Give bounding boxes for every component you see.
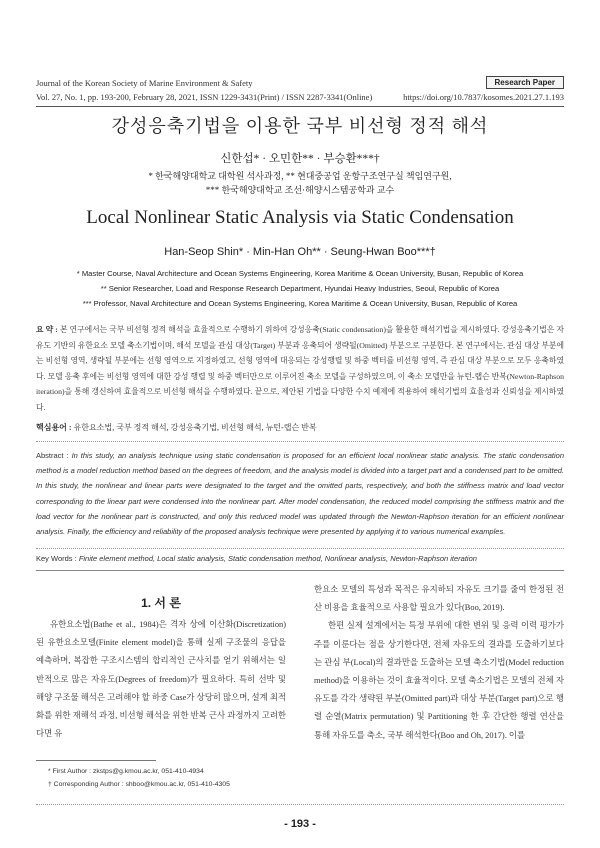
keywords-korean-label: 핵심용어 :: [36, 423, 72, 432]
abstract-korean-label: 요 약 :: [36, 325, 58, 334]
journal-name: Journal of the Korean Society of Marine Environment & Safety: [36, 78, 253, 88]
section-heading: 1. 서 론: [141, 596, 181, 610]
abstract-english: [36, 448, 564, 539]
affiliation-english-3: *** Professor, Naval Architecture and Ocean Systems Engineering, Korea Maritime & Ocean University, Busan, Republic of Korea: [82, 299, 518, 308]
keywords-english-text: Finite element method, Local static analysis, Static condensation method, Nonlinear analysis, Newton-Raphson iteration: [78, 554, 477, 563]
keywords-english: [36, 554, 564, 563]
header-rule: [36, 106, 564, 107]
footer-rule: [36, 804, 564, 805]
abstract-english-text: In this study, an analysis technique using static condensation is proposed for an efficient local nonlinear static analysis. The static condensation method is a model reduction method based on the degrees of freedom, and the analysis model is divided into a target part and a condensed part to be omitted. In this study, the nonlinear and linear parts were designated to the target and the omitted parts, respectively, and both the stiffness matrix and load vector corresponding to the linear part were condensed into the nonlinear part. After model condensation, the reduced model comprising the stiffness matrix and the load vector for the nonlinear part is constructed, and only this reduced model was updated through the Newton-Raphson iteration for an efficient nonlinear analysis. Finally, the efficiency and reliability of the proposed analysis technique were presented by applying it to various numerical examples.: [36, 451, 564, 537]
footnote-corresponding-author: † Corresponding Author : shboo@kmou.ac.kr, 051-410-4305: [48, 781, 230, 788]
article-type-badge: Research Paper: [486, 76, 564, 89]
affiliation-english-2: ** Senior Researcher, Load and Response Research Department, Hyundai Heavy Industries, Seoul, Republic of Korea: [100, 284, 500, 293]
divider: [36, 570, 564, 571]
footnote-first-author: * First Author : zkstps@g.kmou.ac.kr, 051-410-4934: [48, 768, 204, 775]
body-right-column: [314, 581, 564, 745]
page-number: - 193 -: [284, 818, 316, 830]
body-paragraph: 유한요소법(Bathe et al., 1984)은 격자 상에 이산화(Discretization)된 유한요소모델(Finite element model)을 통해 실제 구조물의 응답을 예측하며, 복잡한 구조시스템의 합리적인 근사치를 얻기 위해서는 일반적으로 많은 자유도(Degrees of freedom)가 필요하다. 특히 선박 및 해양 구조물 해석은 고려해야 할 하중 Case가 상당히 많으며, 설계 최적화를 위한 재해석 과정, 비선형 해석을 위한 반복 근사 과정까지 고려한다면 유: [36, 620, 286, 739]
abstract-korean: [36, 322, 564, 415]
volume-line: Vol. 27, No. 1, pp. 193-200, February 28, 2021, ISSN 1229-3431(Print) / ISSN 2287-3341(Online): [36, 92, 373, 102]
affiliation-korean-1: * 한국해양대학교 대학원 석사과정, ** 현대중공업 운항구조연구실 책임연구원,: [148, 171, 452, 181]
keywords-english-label: Key Words :: [36, 554, 77, 563]
title-english: Local Nonlinear Static Analysis via Static Condensation: [86, 207, 514, 228]
body-paragraph: 한요소 모델의 특성과 목적은 유지하되 자유도 크기를 줄여 한정된 전산 비용을 효율적으로 사용할 필요가 있다(Boo, 2019).: [314, 585, 564, 613]
footnote-rule: [36, 760, 156, 761]
doi-link[interactable]: https://doi.org/10.7837/kosomes.2021.27.1.193: [403, 92, 564, 102]
abstract-english-label: Abstract :: [36, 451, 69, 460]
keywords-korean-text: 유한요소법, 국부 정적 해석, 강성응축기법, 비선형 해석, 뉴턴-랩슨 반복: [73, 423, 317, 432]
divider: [36, 548, 564, 549]
affiliation-korean-2: *** 한국해양대학교 조선·해양시스템공학과 교수: [205, 185, 395, 195]
body-left-column: [36, 616, 286, 743]
authors-english: Han-Seop Shin* · Min-Han Oh** · Seung-Hwan Boo***†: [164, 246, 436, 258]
body-paragraph: 한편 실제 설계에서는 특정 부위에 대한 변위 및 응력 이력 평가가 주를 이룬다는 점을 상기한다면, 전체 자유도의 결과를 도출하기보다는 관심 부(Local)의 결과만을 도출하는 모델 축소기법(Model reduction method)을 이용하는 것이 효율적이다. 모델 축소기법은 모델의 전체 자유도를 각각 생략된 부분(Omitted part)과 대상 부분(Target part)으로 행렬 순열(Matrix permutation) 및 Partitioning 한 후 간단한 행렬 연산을 통해 자유도를 축소, 국부 해석한다(Boo and Oh, 2017). 이를: [314, 621, 564, 740]
divider: [36, 441, 564, 442]
keywords-korean: [36, 422, 564, 433]
authors-korean: 신한섭* · 오민한** · 부승환***†: [220, 153, 380, 165]
abstract-korean-text: 본 연구에서는 국부 비선형 정적 해석을 효율적으로 수행하기 위하여 강성응축(Static condensation)을 활용한 해석기법을 제시하였다. 강성응축기법은 자유도 기반의 유한요소 모델 축소기법이며, 해석 모델을 관심 대상(Target) 부분과 응축되어 생략될(Omitted) 부분으로 구분한다. 본 연구에서는, 관심 대상 부분에는 비선형 영역, 생략될 부분에는 선형 영역으로 지정하였고, 선형 영역에 대응되는 강성행렬 및 하중 벡터를 비선형 영역, 즉 관심 대상 부분으로 모두 응축하였다. 모델 응축 후에는 비선형 영역에 대한 강성 행렬 및 하중 벡터만으로 이루어진 축소 모델을 구성하였으며, 이 축소 모델만을 뉴턴-랩슨 반복(Newton-Raphson iteration)을 통해 갱신하여 효율적으로 비선형 해석을 수행하였다. 끝으로, 제안된 기법을 다양한 수치 예제에 적용하여 해석기법의 효율성과 신뢰성을 제시하였다.: [36, 325, 564, 412]
affiliation-english-1: * Master Course, Naval Architecture and Ocean Systems Engineering, Korea Maritime & Ocean University, Busan, Republic of Korea: [76, 269, 524, 278]
title-korean: 강성응축기법을 이용한 국부 비선형 정적 해석: [111, 116, 489, 136]
